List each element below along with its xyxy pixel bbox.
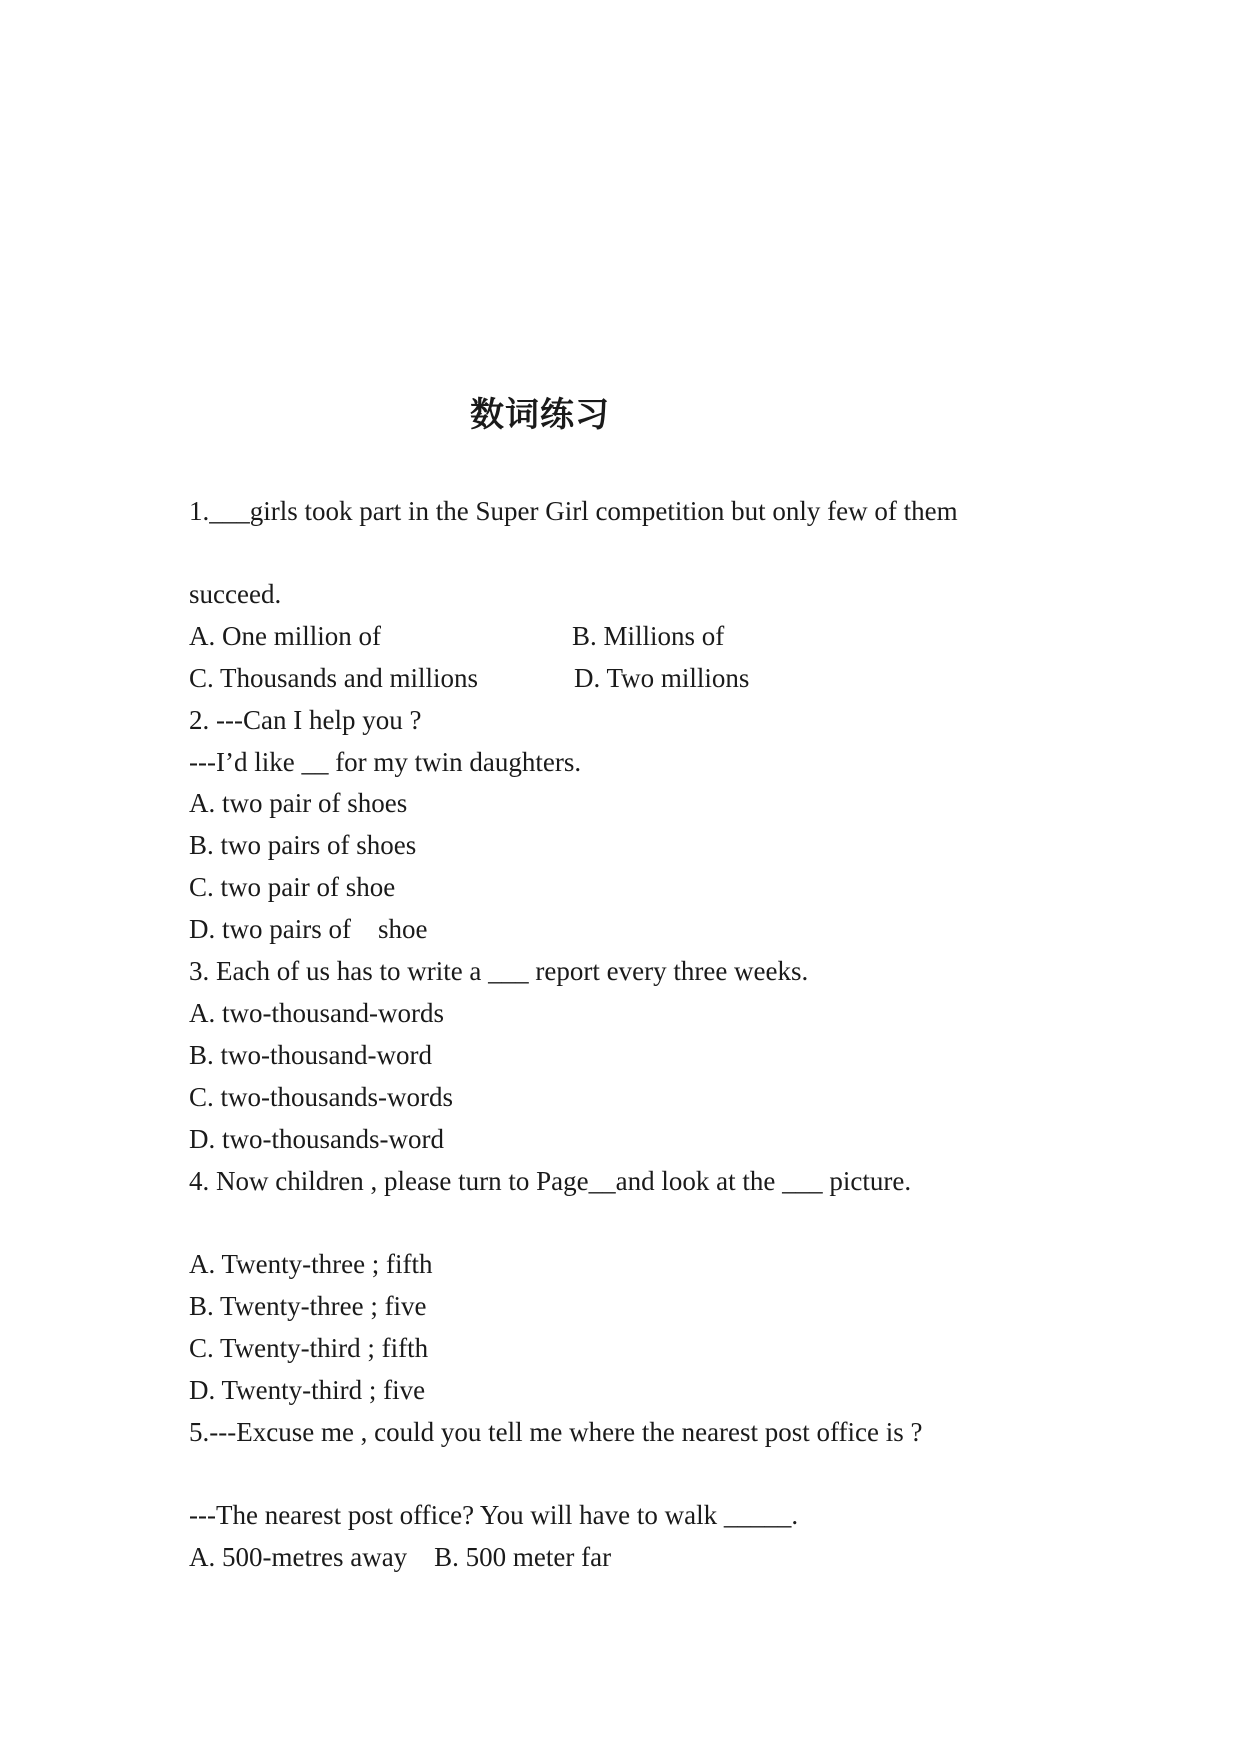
question-5-options-ab: A. 500-metres away B. 500 meter far [189, 1542, 612, 1572]
question-1-option-b: B. Millions of [572, 621, 725, 651]
question-4-option-c: C. Twenty-third ; fifth [189, 1333, 429, 1363]
question-1-stem: 1.___girls took part in the Super Girl competition but only few of them [189, 496, 958, 526]
question-2-option-d: D. two pairs of shoe [189, 914, 428, 944]
question-1-option-a: A. One million of [189, 621, 381, 651]
question-2-option-b: B. two pairs of shoes [189, 830, 417, 860]
question-2-stem: 2. ---Can I help you ? [189, 705, 422, 735]
question-4-option-d: D. Twenty-third ; five [189, 1375, 426, 1405]
question-1-option-d: D. Two millions [574, 663, 750, 693]
question-3-option-d: D. two-thousands-word [189, 1124, 444, 1154]
question-4-option-a: A. Twenty-three ; fifth [189, 1249, 433, 1279]
question-5-stem-cont: ---The nearest post office? You will have to walk _____. [189, 1500, 799, 1530]
question-2-option-c: C. two pair of shoe [189, 872, 396, 902]
question-4-stem: 4. Now children , please turn to Page__and look at the ___ picture. [189, 1166, 912, 1196]
question-3-option-a: A. two-thousand-words [189, 998, 444, 1028]
page-title: 数词练习 [470, 395, 610, 435]
question-5-stem: 5.---Excuse me , could you tell me where the nearest post office is ? [189, 1417, 923, 1447]
question-1-option-c: C. Thousands and millions [189, 663, 479, 693]
question-1-stem-cont: succeed. [189, 579, 282, 609]
question-2-stem-cont: ---I’d like __ for my twin daughters. [189, 747, 582, 777]
question-3-option-c: C. two-thousands-words [189, 1082, 453, 1112]
question-2-option-a: A. two pair of shoes [189, 788, 408, 818]
question-3-stem: 3. Each of us has to write a ___ report every three weeks. [189, 956, 809, 986]
question-3-option-b: B. two-thousand-word [189, 1040, 432, 1070]
question-4-option-b: B. Twenty-three ; five [189, 1291, 427, 1321]
